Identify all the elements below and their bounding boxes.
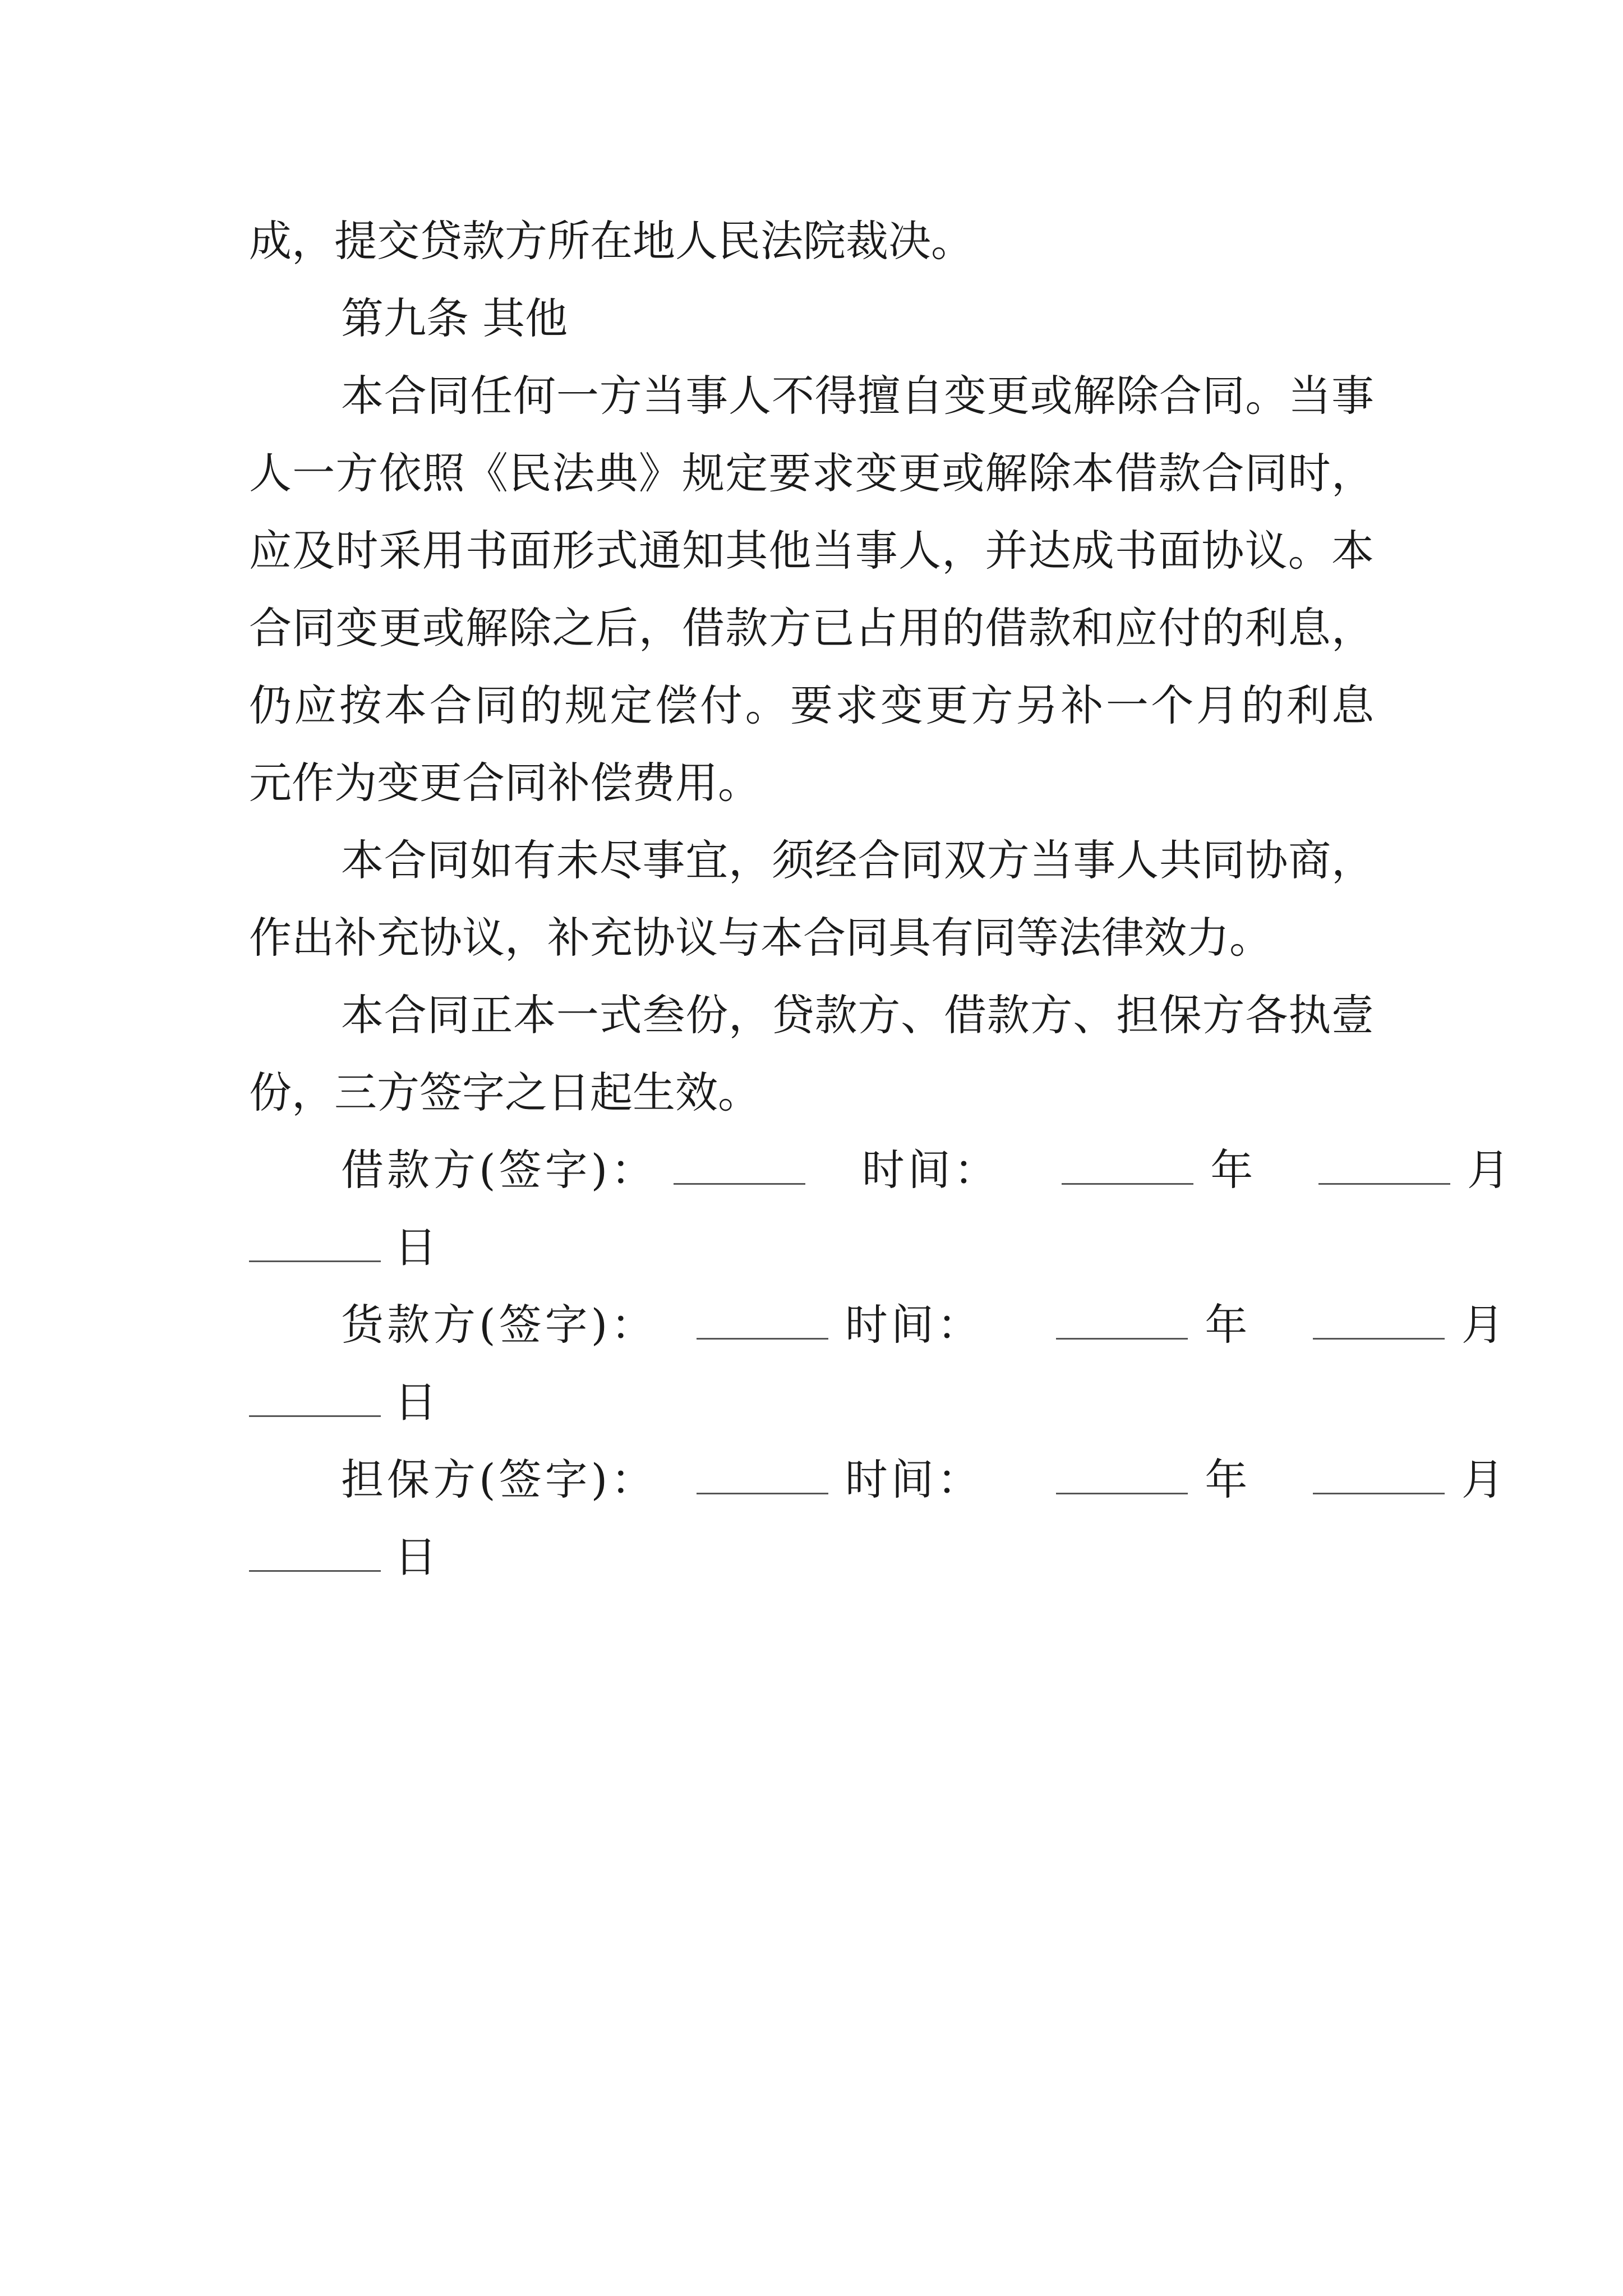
- month-label: 月: [1461, 1300, 1507, 1350]
- party-label: 借款方(签字)：: [341, 1145, 657, 1195]
- day-blank[interactable]: [249, 1226, 381, 1262]
- signature-row-borrower: [341, 1142, 1513, 1198]
- signature-blank[interactable]: [697, 1458, 828, 1494]
- text-line: 份，三方签字之日起生效。: [249, 1068, 760, 1117]
- signature-row-guarantor: [341, 1452, 1507, 1508]
- signature-blank[interactable]: [697, 1303, 828, 1340]
- month-blank[interactable]: [1313, 1458, 1445, 1494]
- month-blank[interactable]: [1313, 1303, 1445, 1340]
- text-line: 元作为变更合同补偿费用。: [249, 758, 760, 808]
- day-label: 日: [394, 1222, 437, 1272]
- month-label: 月: [1461, 1455, 1507, 1504]
- signature-day-row: [249, 1374, 437, 1430]
- text-line: 本合同如有未尽事宜，须经合同双方当事人共同协商，: [341, 835, 1374, 885]
- text-line: 人一方依照《民法典》规定要求变更或解除本借款合同时，: [249, 448, 1374, 498]
- time-label: 时间：: [845, 1455, 983, 1504]
- day-blank[interactable]: [249, 1535, 381, 1572]
- time-label: 时间：: [845, 1300, 983, 1350]
- text-line: 本合同正本一式叁份，贷款方、借款方、担保方各执壹: [341, 990, 1374, 1040]
- text-line: 合同变更或解除之后，借款方已占用的借款和应付的利息，: [249, 603, 1374, 653]
- text-line: 本合同任何一方当事人不得擅自变更或解除合同。当事: [341, 371, 1374, 421]
- signature-day-row: [249, 1220, 437, 1276]
- day-blank[interactable]: [249, 1381, 381, 1417]
- year-label: 年: [1205, 1455, 1251, 1504]
- text-line: 成，提交贷款方所在地人民法院裁决。: [249, 216, 974, 266]
- party-label: 担保方(签字)：: [341, 1455, 657, 1504]
- year-label: 年: [1205, 1300, 1251, 1350]
- year-blank[interactable]: [1062, 1148, 1193, 1185]
- text-line: 应及时采用书面形式通知其他当事人，并达成书面协议。本: [249, 526, 1374, 576]
- text-line: 作出补充协议，补充协议与本合同具有同等法律效力。: [249, 913, 1272, 963]
- year-label: 年: [1210, 1145, 1257, 1195]
- day-label: 日: [394, 1377, 437, 1427]
- text-line: 仍应按本合同的规定偿付。要求变更方另补一个月的利息: [249, 680, 1374, 730]
- year-blank[interactable]: [1056, 1303, 1188, 1340]
- year-blank[interactable]: [1056, 1458, 1188, 1494]
- signature-blank[interactable]: [674, 1148, 805, 1185]
- signature-row-lender: [341, 1297, 1507, 1353]
- section-heading: 第九条 其他: [341, 293, 568, 343]
- month-label: 月: [1467, 1145, 1513, 1195]
- month-blank[interactable]: [1318, 1148, 1450, 1185]
- party-label: 货款方(签字)：: [341, 1300, 657, 1350]
- signature-day-row: [249, 1529, 437, 1585]
- time-label: 时间：: [861, 1145, 1000, 1195]
- day-label: 日: [394, 1532, 437, 1582]
